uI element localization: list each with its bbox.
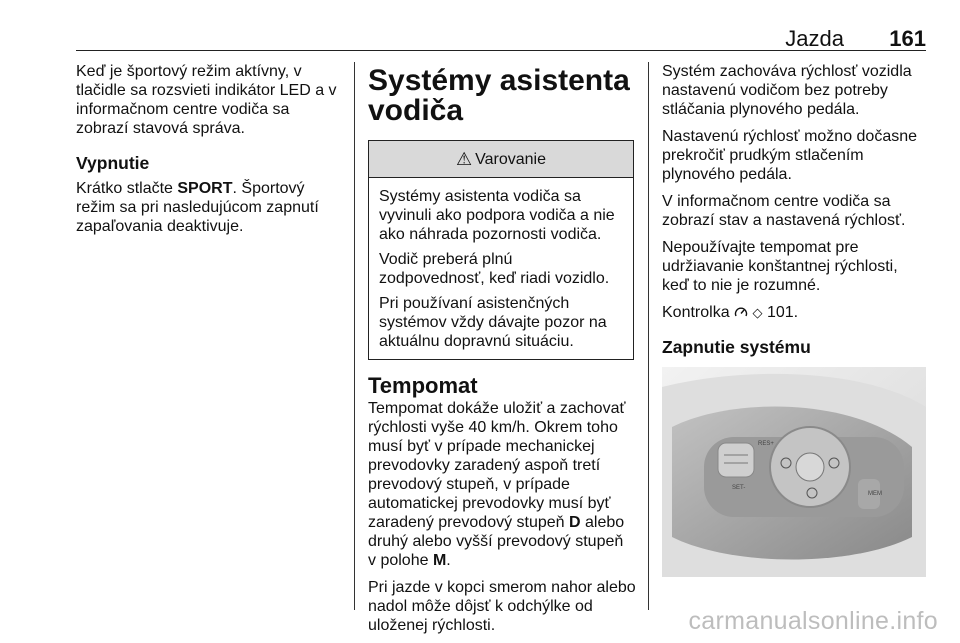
chapter-title: Systémy asistenta vodiča [368, 64, 630, 127]
column-right [662, 62, 928, 577]
steering-wheel-controls-photo [662, 367, 926, 577]
warning-label: Varovanie [475, 150, 546, 168]
mem-label: MEM [868, 491, 882, 497]
warning-paragraph: Systémy asistenta vodiča sa vyvinuli ako podpora vodiča a nie ako náhrada pozornosti vodiča. [379, 188, 615, 243]
sport-mode-paragraph: Keď je športový režim aktívny, v tlačidle sa rozsvieti indikátor LED a v informačnom centre vodiča sa zobrazí stavová správa. [76, 63, 337, 137]
column-left [76, 62, 344, 244]
override-paragraph: Nastavenú rýchlosť možno dočasne prekročiť prudkým stlačením plynového pedála. [662, 128, 918, 183]
res-label: RES+ [758, 441, 774, 447]
zapnutie-heading: Zapnutie systému [662, 337, 811, 357]
set-label: SET- [732, 485, 746, 491]
warning-header [369, 141, 633, 178]
tempomat-paragraph: Tempomat dokáže uložiť a zachovať rýchlosti vyše 40 km/h. Okrem toho musí byť v prípade mechanickej prevodovky zaradený aspoň tretí prevodový stupeň, v prípade automatickej prevodovky musí byť zaradený prevodový stupeň D alebo druhý alebo vyšší prevodový stupeň v polohe M. [368, 400, 626, 569]
warning-paragraph: Pri používaní asistenčných systémov vždy dávajte pozor na aktuálnu dopravnú situáciu. [379, 295, 607, 350]
page-reference-icon: ◇ [752, 305, 763, 320]
page-reference[interactable]: 101. [766, 304, 799, 321]
warning-box [368, 140, 634, 360]
vypnutie-heading: Vypnutie [76, 153, 150, 173]
page-number: 161 [889, 26, 926, 51]
kontrolka-paragraph: Kontrolka ◇ 101. [662, 304, 799, 321]
page-header [76, 26, 926, 51]
system-paragraph: Systém zachováva rýchlosť vozidla nastavenú vodičom bez potreby stláčania plynového pedála. [662, 63, 912, 118]
warning-paragraph: Vodič preberá plnú zodpovednosť, keď riadi vozidlo. [379, 251, 610, 287]
vypnutie-paragraph: Krátko stlačte SPORT. Športový režim sa pri nasledujúcom zapnutí zapaľovania deaktivuje. [76, 180, 319, 235]
info-center-paragraph: V informačnom centre vodiča sa zobrazí stav a nastavená rýchlosť. [662, 193, 906, 229]
cruise-control-icon [734, 306, 748, 318]
section-title: Jazda [785, 26, 844, 51]
warning-triangle-icon: ⚠ [456, 149, 473, 169]
column-divider [354, 62, 355, 610]
hill-paragraph: Pri jazde v kopci smerom nahor alebo nadol môže dôjsť k odchýlke od uloženej rýchlosti. [368, 579, 636, 634]
warning-body [369, 178, 633, 359]
sport-button-label: SPORT [177, 180, 233, 197]
column-middle [368, 62, 634, 643]
watermark: carmanualsonline.info [688, 607, 938, 635]
tempomat-heading: Tempomat [368, 373, 478, 398]
column-divider [648, 62, 649, 610]
usage-paragraph: Nepoužívajte tempomat pre udržiavanie konštantnej rýchlosti, keď to nie je rozumné. [662, 239, 898, 294]
